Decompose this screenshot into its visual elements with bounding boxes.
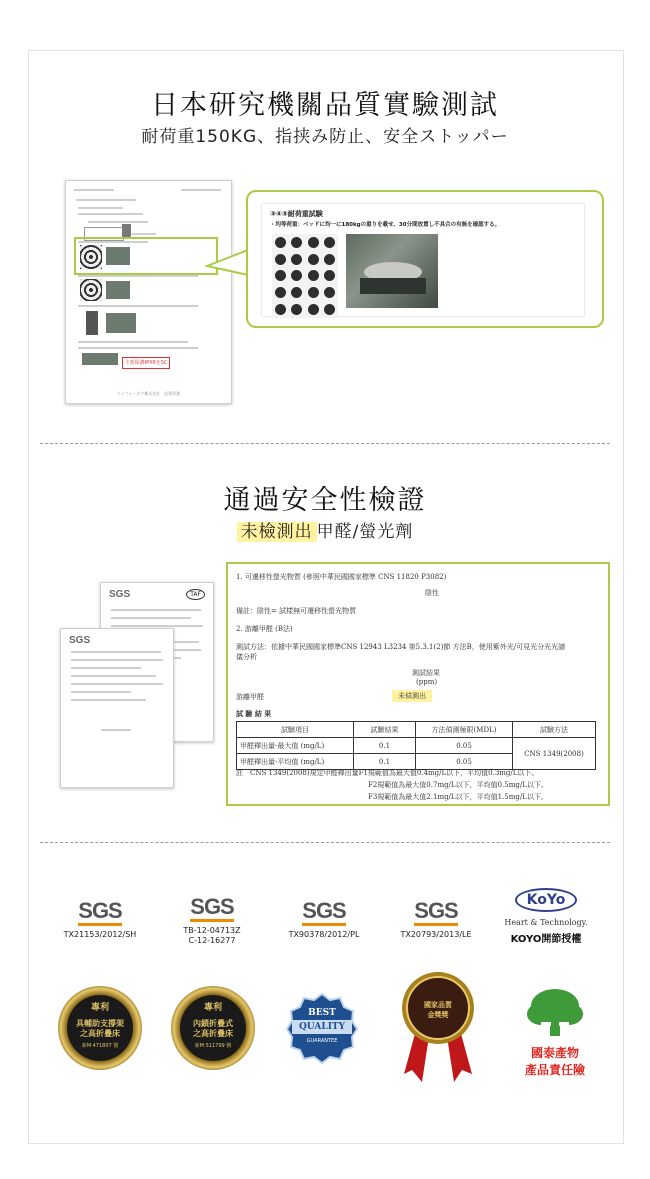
sgs-logo: SGS bbox=[302, 900, 345, 926]
table-cell: 甲醛釋出量-最大值 (mg/L) bbox=[237, 738, 354, 754]
sgs-logo: SGS bbox=[190, 896, 233, 922]
patent-title: 專利 bbox=[90, 1003, 109, 1013]
japan-report-document bbox=[65, 180, 232, 404]
test-note2-3: F3規範值為最大值2.1mg/L以下，平均值1.5mg/L以下。 bbox=[368, 793, 548, 801]
test-note: 備註：陰性= 試樣無可遷移性螢光物質 bbox=[236, 607, 357, 615]
cathay-insurance bbox=[510, 986, 600, 1078]
report-footer: ライフォーテク株式会社 品質管理 bbox=[116, 391, 181, 396]
sgs-cert-4 bbox=[386, 900, 486, 940]
doc-logo-front: SGS bbox=[69, 635, 91, 646]
divider-2 bbox=[40, 842, 610, 843]
guarantee-text: GUARANTEE bbox=[306, 1038, 338, 1044]
callout-text: ・均等荷重：ベッドに均一に180kgの重りを載せ、30分間放置し不具合の有無を確認する。 bbox=[270, 222, 501, 228]
sgs-cert-2 bbox=[162, 896, 262, 946]
sgs-cert-3 bbox=[274, 900, 374, 940]
patent-badge-1 bbox=[58, 986, 142, 1070]
table-cell: 0.1 bbox=[354, 754, 416, 770]
koyo-logo: KoYo bbox=[515, 888, 578, 912]
sgs-code: TB-12-04713Z C-12-16277 bbox=[183, 926, 241, 945]
patent-title: 專利 bbox=[203, 1003, 222, 1013]
subtitle-rest: 甲醛/螢光劑 bbox=[316, 522, 414, 542]
sgs-logo: SGS bbox=[414, 900, 457, 926]
subtitle-highlight: 未檢測出 bbox=[237, 522, 317, 542]
table-row bbox=[237, 738, 596, 754]
test-line2: 2. 游離甲醛 (B法) bbox=[236, 625, 293, 633]
sgs-code: TX21153/2012/SH bbox=[63, 930, 137, 939]
table-cell: 0.05 bbox=[416, 738, 513, 754]
quality-text: QUALITY bbox=[298, 1022, 346, 1032]
cathay-line2: 產品責任險 bbox=[524, 1063, 585, 1077]
best-quality-badge bbox=[286, 992, 358, 1064]
sgs-code: TX20793/2013/LE bbox=[400, 930, 472, 939]
patent-line: 之高折疊床 bbox=[80, 1029, 120, 1038]
koyo-tagline: Heart & Technology. bbox=[504, 918, 588, 927]
callout-title: ③④⑤耐荷重試験 bbox=[270, 210, 323, 218]
section1-subtitle: 耐荷重150KG、指挟み防止、安全ストッパー bbox=[141, 127, 509, 147]
table-cell: 0.05 bbox=[416, 754, 513, 770]
table-header: 試驗項目 bbox=[237, 722, 354, 738]
report-stamp: 主要保護IPX6をSC bbox=[122, 357, 170, 369]
test-note2-1: 註 CNS 1349(2008)規定甲醛釋出量F1規範值為最大值0.4mg/L以下，平均值0.3mg/L以下。 bbox=[236, 769, 539, 777]
section1-title: 日本研究機關品質實驗測試 bbox=[151, 90, 499, 121]
koyo-cert bbox=[496, 888, 596, 945]
test-method: 測試方法：依據中華民國國家標準CNS 12943 L3234 第5.3.1(2)節 方法B，使用紫外光/可見光分光光譜儀分析 bbox=[236, 643, 566, 661]
test-item: 游離甲醛 bbox=[236, 693, 264, 701]
sgs-logo: SGS bbox=[78, 900, 121, 926]
test-unit-label: 測試結果 bbox=[412, 669, 440, 677]
doc-logo-back: SGS bbox=[109, 589, 131, 600]
gold-text: 金獎獎 bbox=[427, 1011, 449, 1019]
callout-inner bbox=[262, 204, 584, 316]
table-cell: 甲醛釋出量-平均值 (mg/L) bbox=[237, 754, 354, 770]
patent-number: 新M 471807 號 bbox=[81, 1043, 119, 1049]
patent-number: 新M 511799 號 bbox=[194, 1043, 232, 1049]
table-cell: 0.1 bbox=[354, 738, 416, 754]
tree-icon bbox=[525, 986, 585, 1038]
gold-award-seal bbox=[400, 970, 476, 1086]
section2-title: 通過安全性檢證 bbox=[223, 485, 427, 516]
divider-1 bbox=[40, 443, 610, 444]
table-header: 方法偵測極限(MDL) bbox=[416, 722, 513, 738]
best-text: BEST bbox=[308, 1008, 336, 1018]
gold-text: 國家品質 bbox=[424, 1001, 452, 1009]
test-table-title: 試 驗 結 果 bbox=[236, 709, 272, 718]
test-results-box bbox=[226, 562, 610, 806]
table-header: 試驗方法 bbox=[513, 722, 596, 738]
patent-line: 內鎖折疊式 bbox=[193, 1019, 233, 1028]
test-line1-result: 陰性 bbox=[425, 589, 439, 597]
results-table bbox=[236, 721, 596, 770]
sgs-report-front bbox=[60, 628, 174, 788]
load-test-photo bbox=[346, 234, 438, 308]
test-item-result: 未偵測出 bbox=[392, 690, 432, 702]
sgs-cert-1 bbox=[50, 900, 150, 940]
test-unit: (ppm) bbox=[416, 678, 438, 686]
gold-award-badge bbox=[400, 970, 476, 1086]
section2-subtitle bbox=[0, 517, 650, 542]
patent-line: 之高折疊床 bbox=[193, 1029, 233, 1038]
cathay-line1: 國泰產物 bbox=[530, 1046, 579, 1060]
test-note2-2: F2規範值為最大值0.7mg/L以下，平均值0.5mg/L以下。 bbox=[368, 781, 548, 789]
test-line1: 1. 可遷移性螢光物質 (參照中華民國國家標準 CNS 11820 P3082) bbox=[236, 573, 447, 581]
patent-line: 具輔助支撐架 bbox=[76, 1019, 124, 1028]
table-method-cell: CNS 1349(2008) bbox=[513, 738, 596, 770]
sgs-code: TX90378/2012/PL bbox=[288, 930, 360, 939]
koyo-text: KOYO開節授權 bbox=[510, 934, 582, 945]
taf-badge: TAF bbox=[186, 589, 205, 600]
table-header: 試驗結果 bbox=[354, 722, 416, 738]
weight-pattern bbox=[272, 234, 338, 318]
patent-badge-2 bbox=[171, 986, 255, 1070]
